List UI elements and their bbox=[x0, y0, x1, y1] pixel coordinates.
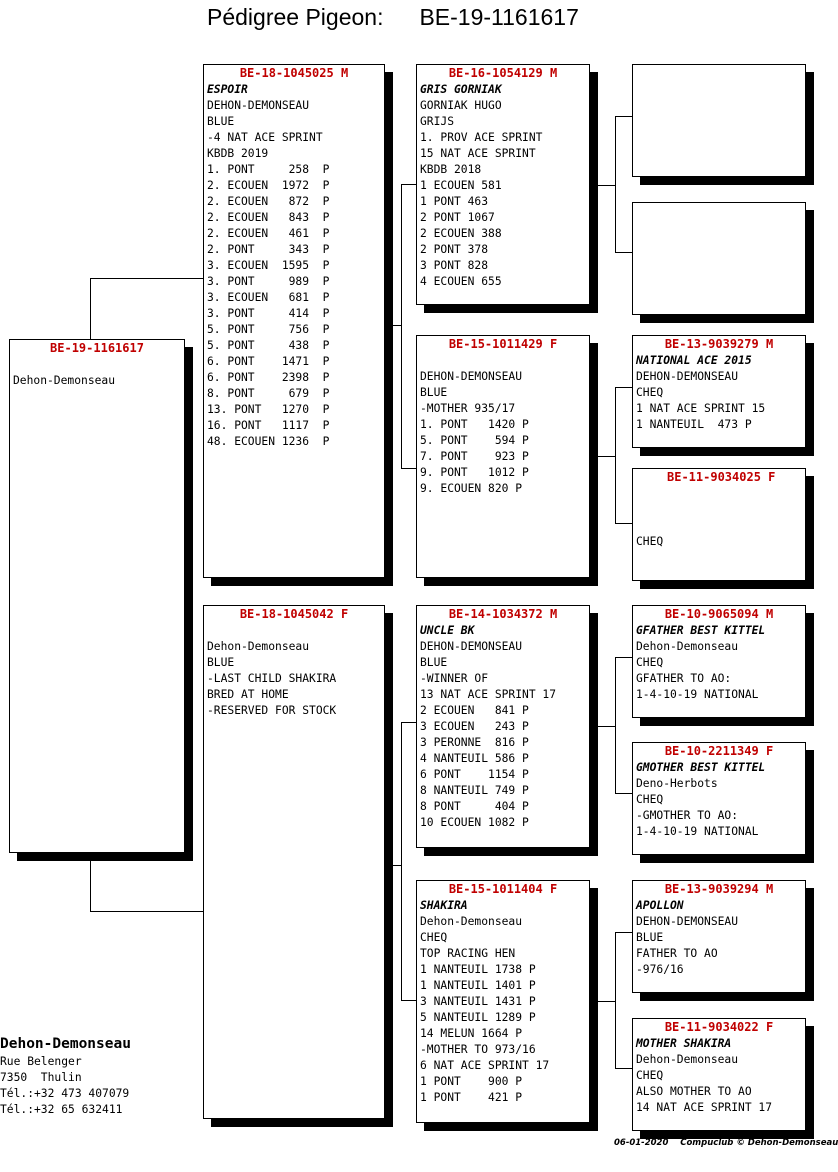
info-line: CHEQ bbox=[636, 793, 664, 806]
footer bbox=[614, 1138, 838, 1148]
info-line: 4 NANTEUIL 586 P bbox=[420, 752, 529, 765]
connector bbox=[615, 387, 633, 388]
ring-number: BE-19-1161617 bbox=[50, 341, 144, 355]
info-line: 6 PONT 1154 P bbox=[420, 768, 529, 781]
connector bbox=[615, 116, 616, 252]
info-line: 3 NANTEUIL 1431 P bbox=[420, 995, 536, 1008]
info-line: 2. ECOUEN 461 P bbox=[207, 227, 330, 240]
owner-name: Dehon-Demonseau bbox=[0, 1036, 131, 1052]
connector bbox=[598, 1001, 616, 1002]
pigeon-name: GFATHER BEST KITTEL bbox=[636, 624, 766, 637]
subject-lines bbox=[10, 356, 184, 389]
info-line: -MOTHER TO 973/16 bbox=[420, 1043, 536, 1056]
pigeon-name: MOTHER SHAKIRA bbox=[636, 1037, 732, 1050]
ring-number: BE-10-9065094 M bbox=[664, 607, 774, 621]
info-line: CHEQ bbox=[636, 656, 664, 669]
info-line: 1-4-10-19 NATIONAL bbox=[636, 688, 759, 701]
ggp-card-5 bbox=[632, 605, 806, 718]
info-line: 48. ECOUEN 1236 P bbox=[207, 435, 330, 448]
ggp-card-2 bbox=[632, 202, 806, 315]
info-line: 2 ECOUEN 841 P bbox=[420, 704, 529, 717]
info-line: 8 NANTEUIL 749 P bbox=[420, 784, 529, 797]
info-line bbox=[636, 502, 805, 518]
pigeon-name: APOLLON bbox=[636, 899, 684, 912]
pigeon-name: SHAKIRA bbox=[420, 899, 468, 912]
ggp-card-1 bbox=[632, 64, 806, 177]
ggp-card-3 bbox=[632, 335, 806, 448]
connector bbox=[401, 184, 417, 185]
connector bbox=[90, 278, 91, 340]
info-line: DEHON-DEMONSEAU bbox=[207, 99, 310, 112]
ggp-card-8 bbox=[632, 1018, 806, 1131]
info-line: 1-4-10-19 NATIONAL bbox=[636, 825, 759, 838]
connector bbox=[598, 185, 616, 186]
sire-dam-card bbox=[416, 335, 590, 578]
info-line: 13. PONT 1270 P bbox=[207, 403, 330, 416]
info-line: 1 NANTEUIL 1401 P bbox=[420, 979, 536, 992]
connector bbox=[615, 793, 633, 794]
info-line: 14 NAT ACE SPRINT 17 bbox=[636, 1101, 773, 1114]
info-line: Dehon-Demonseau bbox=[420, 915, 523, 928]
info-line: 1. PROV ACE SPRINT bbox=[420, 131, 543, 144]
info-line: 16. PONT 1117 P bbox=[207, 419, 330, 432]
info-line: 2. ECOUEN 1972 P bbox=[207, 179, 330, 192]
info-line: 7. PONT 923 P bbox=[420, 450, 529, 463]
ring-number: BE-16-1054129 M bbox=[448, 66, 558, 80]
sire-dam-lines bbox=[417, 352, 589, 497]
connector bbox=[90, 852, 91, 912]
info-line bbox=[636, 518, 805, 534]
ring-number: BE-13-9039294 M bbox=[664, 882, 774, 896]
info-line: ALSO MOTHER TO AO bbox=[636, 1085, 752, 1098]
ggp-card-4 bbox=[632, 468, 806, 581]
info-line: BLUE bbox=[207, 115, 235, 128]
info-line: BLUE bbox=[207, 656, 235, 669]
connector bbox=[615, 387, 616, 523]
info-line: 8 PONT 404 P bbox=[420, 800, 529, 813]
info-line: -LAST CHILD SHAKIRA bbox=[207, 672, 337, 685]
ggp-card-7 bbox=[632, 880, 806, 993]
connector bbox=[90, 911, 204, 912]
info-line: BLUE bbox=[420, 656, 448, 669]
dam-dam-lines bbox=[417, 897, 589, 1106]
info-line: CHEQ bbox=[420, 931, 448, 944]
pigeon-name: GMOTHER BEST KITTEL bbox=[636, 761, 766, 774]
info-line: FATHER TO AO bbox=[636, 947, 718, 960]
info-line: 6. PONT 2398 P bbox=[207, 371, 330, 384]
info-line: 5. PONT 756 P bbox=[207, 323, 330, 336]
owner-info bbox=[0, 1034, 131, 1118]
info-line: 1 ECOUEN 581 bbox=[420, 179, 502, 192]
ggp-card-6 bbox=[632, 742, 806, 855]
connector bbox=[615, 932, 616, 1068]
dam-dam-card bbox=[416, 880, 590, 1123]
info-line: BLUE bbox=[636, 931, 664, 944]
info-line: DEHON-DEMONSEAU bbox=[636, 915, 739, 928]
title-label: Pédigree Pigeon: bbox=[207, 4, 384, 30]
info-line: 14 MELUN 1664 P bbox=[420, 1027, 523, 1040]
owner-phone: Tél.:+32 65 632411 bbox=[0, 1103, 123, 1116]
sire-card bbox=[203, 64, 385, 578]
info-line: 3 PERONNE 816 P bbox=[420, 736, 529, 749]
sire-sire-lines bbox=[417, 81, 589, 290]
connector bbox=[615, 252, 633, 253]
pigeon-name: ESPOIR bbox=[207, 83, 248, 96]
info-line: 1 PONT 463 bbox=[420, 195, 489, 208]
info-line: 13 NAT ACE SPRINT 17 bbox=[420, 688, 557, 701]
info-line: 1. PONT 258 P bbox=[207, 163, 330, 176]
sire-sire-card bbox=[416, 64, 590, 305]
subject-pigeon-card bbox=[9, 339, 185, 853]
info-line: 3 PONT 828 bbox=[420, 259, 489, 272]
connector bbox=[615, 116, 633, 117]
info-line: 2. ECOUEN 872 P bbox=[207, 195, 330, 208]
info-line: 3 ECOUEN 243 P bbox=[420, 720, 529, 733]
ring-number: BE-15-1011404 F bbox=[448, 882, 558, 896]
info-line: GORNIAK HUGO bbox=[420, 99, 502, 112]
connector bbox=[401, 468, 417, 469]
info-line: Deno-Herbots bbox=[636, 777, 718, 790]
info-line: 1 PONT 421 P bbox=[420, 1091, 523, 1104]
info-line: 2. PONT 343 P bbox=[207, 243, 330, 256]
info-line: 2 ECOUEN 388 bbox=[420, 227, 502, 240]
connector bbox=[615, 523, 633, 524]
pigeon-name bbox=[636, 220, 805, 236]
info-line: CHEQ bbox=[636, 535, 664, 548]
info-line: 5 NANTEUIL 1289 P bbox=[420, 1011, 536, 1024]
info-line: 8. PONT 679 P bbox=[207, 387, 330, 400]
connector bbox=[615, 657, 616, 793]
connector bbox=[401, 722, 402, 1000]
ring-number: BE-18-1045042 F bbox=[239, 607, 349, 621]
ring-number bbox=[633, 65, 805, 81]
info-line: 1 NANTEUIL 473 P bbox=[636, 418, 752, 431]
info-line: -MOTHER 935/17 bbox=[420, 402, 516, 415]
connector bbox=[598, 456, 616, 457]
pigeon-name bbox=[636, 486, 805, 502]
print-date: 06-01-2020 bbox=[614, 1138, 669, 1148]
pigeon-name: NATIONAL ACE 2015 bbox=[636, 354, 752, 367]
ring-number: BE-15-1011429 F bbox=[448, 337, 558, 351]
info-line: -RESERVED FOR STOCK bbox=[207, 704, 337, 717]
connector bbox=[90, 278, 204, 279]
info-line: 2 PONT 1067 bbox=[420, 211, 495, 224]
info-line: 3. PONT 414 P bbox=[207, 307, 330, 320]
info-line: -976/16 bbox=[636, 963, 684, 976]
ring-number: BE-11-9034025 F bbox=[667, 470, 776, 484]
info-line bbox=[13, 357, 184, 373]
pigeon-name bbox=[636, 82, 805, 98]
info-line: DEHON-DEMONSEAU bbox=[420, 640, 523, 653]
connector bbox=[384, 865, 402, 866]
dam-sire-card bbox=[416, 605, 590, 848]
connector bbox=[384, 325, 402, 326]
credit: Compuclub © Dehon-Demonseau bbox=[680, 1138, 838, 1148]
info-line: 1. PONT 1420 P bbox=[420, 418, 529, 431]
info-line: 3. PONT 989 P bbox=[207, 275, 330, 288]
info-line: DEHON-DEMONSEAU bbox=[420, 370, 523, 383]
info-line: Dehon-Demonseau bbox=[636, 1053, 739, 1066]
info-line: TOP RACING HEN bbox=[420, 947, 516, 960]
title-ring-number: BE-19-1161617 bbox=[419, 4, 579, 30]
owner-city: 7350 Thulin bbox=[0, 1071, 82, 1084]
ring-number: BE-18-1045025 M bbox=[239, 66, 349, 80]
info-line: -WINNER OF bbox=[420, 672, 489, 685]
ring-number: BE-11-9034022 F bbox=[664, 1020, 774, 1034]
dam-lines bbox=[204, 622, 384, 719]
info-line: 2. ECOUEN 843 P bbox=[207, 211, 330, 224]
dam-sire-lines bbox=[417, 622, 589, 831]
info-line: -4 NAT ACE SPRINT bbox=[207, 131, 323, 144]
pigeon-name: UNCLE BK bbox=[420, 624, 475, 637]
connector bbox=[615, 1068, 633, 1069]
info-line: GFATHER TO AO: bbox=[636, 672, 732, 685]
page-title bbox=[207, 4, 579, 31]
info-line: KBDB 2019 bbox=[207, 147, 269, 160]
info-line: GRIJS bbox=[420, 115, 455, 128]
info-line: CHEQ bbox=[636, 386, 664, 399]
connector bbox=[615, 657, 633, 658]
info-line: 3. ECOUEN 681 P bbox=[207, 291, 330, 304]
info-line: 4 ECOUEN 655 bbox=[420, 275, 502, 288]
info-line: 3. ECOUEN 1595 P bbox=[207, 259, 330, 272]
info-line: 10 ECOUEN 1082 P bbox=[420, 816, 529, 829]
pigeon-name: GRIS GORNIAK bbox=[420, 83, 502, 96]
ring-number: BE-14-1034372 M bbox=[448, 607, 558, 621]
info-line: 1 PONT 900 P bbox=[420, 1075, 523, 1088]
ring-number: BE-10-2211349 F bbox=[664, 744, 774, 758]
owner-phone: Tél.:+32 473 407079 bbox=[0, 1087, 130, 1100]
sire-lines bbox=[204, 81, 384, 450]
info-line: 5. PONT 438 P bbox=[207, 339, 330, 352]
info-line: KBDB 2018 bbox=[420, 163, 482, 176]
connector bbox=[401, 184, 402, 468]
dam-card bbox=[203, 605, 385, 1119]
info-line bbox=[207, 623, 384, 639]
info-line: DEHON-DEMONSEAU bbox=[636, 370, 739, 383]
info-line: 9. ECOUEN 820 P bbox=[420, 482, 523, 495]
info-line: 2 PONT 378 bbox=[420, 243, 489, 256]
info-line: -GMOTHER TO AO: bbox=[636, 809, 739, 822]
info-line: 5. PONT 594 P bbox=[420, 434, 529, 447]
info-line bbox=[420, 353, 589, 369]
owner-address: Rue Belenger bbox=[0, 1055, 82, 1068]
connector bbox=[615, 932, 633, 933]
info-line: 6. PONT 1471 P bbox=[207, 355, 330, 368]
info-line: 15 NAT ACE SPRINT bbox=[420, 147, 536, 160]
connector bbox=[401, 722, 417, 723]
info-line: 1 NAT ACE SPRINT 15 bbox=[636, 402, 766, 415]
info-line: CHEQ bbox=[636, 1069, 664, 1082]
info-line: 1 NANTEUIL 1738 P bbox=[420, 963, 536, 976]
connector bbox=[401, 1000, 417, 1001]
connector bbox=[598, 726, 616, 727]
info-line: BLUE bbox=[420, 386, 448, 399]
ring-number: BE-13-9039279 M bbox=[664, 337, 774, 351]
ring-number bbox=[633, 203, 805, 219]
info-line: 9. PONT 1012 P bbox=[420, 466, 529, 479]
info-line: Dehon-Demonseau bbox=[636, 640, 739, 653]
info-line: Dehon-Demonseau bbox=[13, 374, 116, 387]
info-line: BRED AT HOME bbox=[207, 688, 289, 701]
info-line: Dehon-Demonseau bbox=[207, 640, 310, 653]
info-line: 6 NAT ACE SPRINT 17 bbox=[420, 1059, 550, 1072]
